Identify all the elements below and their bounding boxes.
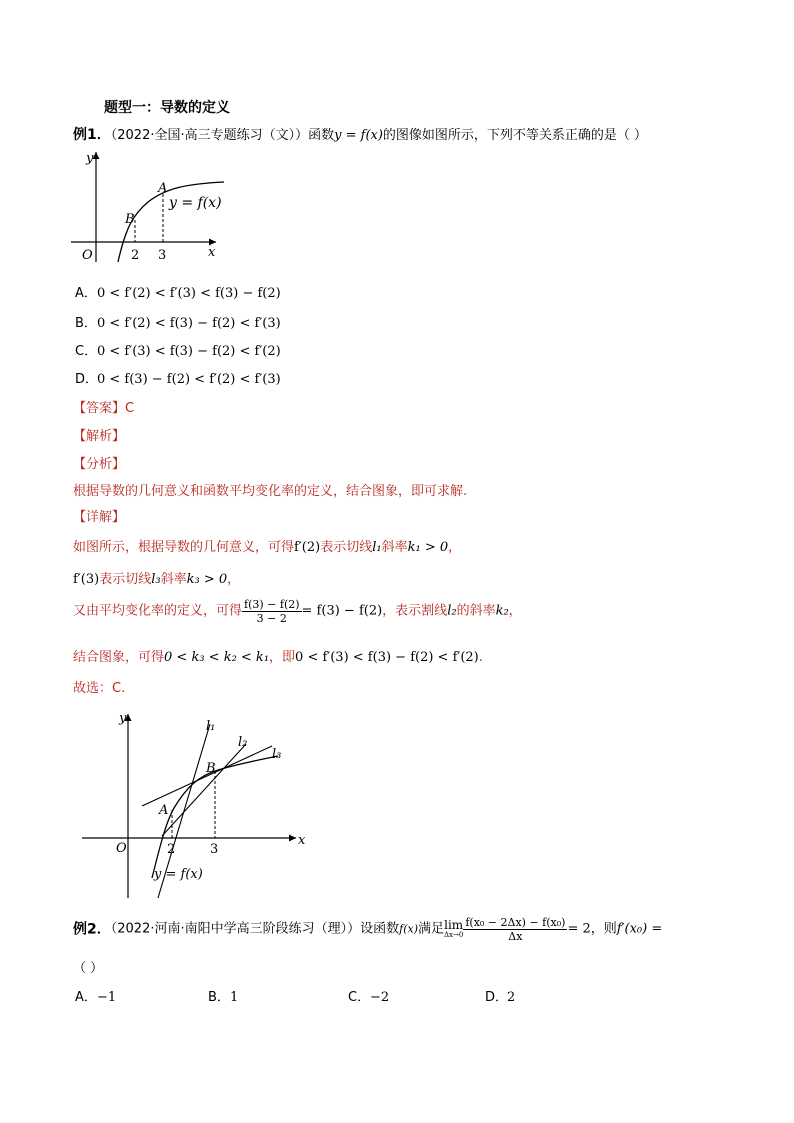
example2-eq-val: = 2 <box>567 921 591 937</box>
example1-stem-pre: 函数 <box>308 128 335 143</box>
analysis-tag: 【解析】 <box>73 429 126 444</box>
option-c-expr: 0 < f′(3) < f(3) − f(2) < f′(2) <box>97 344 281 359</box>
detail-tag: 【详解】 <box>73 510 126 525</box>
graph2-l1-label: l₁ <box>206 719 216 734</box>
graph1-y-label: y <box>86 151 94 166</box>
detail-line2-mid2: 斜率 <box>160 572 187 587</box>
detail-line2-expr1: f′(3) <box>73 572 100 587</box>
example2-fraction <box>463 916 567 943</box>
option-d <box>75 368 281 387</box>
detail-line3-k: k₂ <box>495 603 509 619</box>
detail-line1-mid2: 斜率 <box>381 540 408 555</box>
detail-line4-expr1: 0 < k₃ < k₂ < k₁ <box>164 650 270 665</box>
example2-option-a <box>75 986 116 1005</box>
graph2-line-l3 <box>142 746 272 806</box>
graph1-tick-2: 2 <box>131 248 140 263</box>
graph2-tick-2: 2 <box>167 842 176 857</box>
fenxi-text: 根据导数的几何意义和函数平均变化率的定义，结合图象，即可求解. <box>73 484 468 499</box>
example2-label: 例2． <box>73 921 111 938</box>
fenxi-tag: 【分析】 <box>73 457 126 472</box>
detail-line3-mid2: 的斜率 <box>456 603 496 619</box>
example2-option-d-label: D． <box>485 990 509 1005</box>
detail-line3-fraction <box>242 598 302 625</box>
detail-line4-mid: ，即 <box>269 650 296 665</box>
choose-text: 故选：C. <box>73 681 126 696</box>
detail-line3-eq: = f(3) − f(2) <box>301 603 383 619</box>
example2-option-b-expr: 1 <box>230 990 239 1005</box>
detail-line1-expr1: f′(2) <box>294 540 321 555</box>
example2-option-a-expr: −1 <box>97 990 117 1005</box>
detail-line3-mid: ，表示割线 <box>382 603 448 619</box>
graph2-y-label: y <box>119 711 127 726</box>
graph2-point-b: B <box>206 761 216 776</box>
detail-line3-l: l₂ <box>447 603 457 619</box>
option-b-label: B． <box>75 316 97 331</box>
detail-line3-pre: 又由平均变化率的定义，可得 <box>73 603 243 619</box>
example2-option-b-label: B． <box>208 990 230 1005</box>
detail-line1-end: ， <box>448 540 462 555</box>
graph1-point-a: A <box>158 181 168 196</box>
option-a-label: A． <box>75 286 97 301</box>
option-d-label: D． <box>75 372 99 387</box>
example2-lim-sub: Δx→0 <box>444 930 464 939</box>
example1-stem-post: 的图像如图所示，下列不等关系正确的是（ ） <box>382 128 648 143</box>
graph2-l3-label: l₃ <box>272 747 282 762</box>
example2-frac-num: f(x₀ − 2Δx) − f(x₀) <box>465 916 566 929</box>
detail-line4 <box>73 646 483 665</box>
option-b <box>75 312 281 331</box>
graph2 <box>78 706 318 902</box>
example2-option-c-expr: −2 <box>370 990 390 1005</box>
option-a <box>75 282 281 301</box>
detail-line2-end: ， <box>227 572 241 587</box>
detail-line1-pre: 如图所示，根据导数的几何意义，可得 <box>73 540 295 555</box>
graph2-x-label: x <box>298 833 306 848</box>
graph1-tick-3: 3 <box>158 248 167 263</box>
option-c <box>75 340 281 359</box>
answer-tag: 【答案】 <box>73 401 126 416</box>
graph2-l2-label: l₂ <box>238 735 248 750</box>
answer-line <box>73 397 134 416</box>
example2-stem <box>73 916 662 943</box>
example2-source: （2022·河南·南阳中学高三阶段练习（理）） <box>110 921 361 937</box>
detail-line4-end: . <box>478 650 483 665</box>
detail-line4-pre: 结合图象，可得 <box>73 650 165 665</box>
example2-stem-pre: 设函数 <box>360 921 400 937</box>
option-d-expr: 0 < f(3) − f(2) < f′(2) < f′(3) <box>97 372 281 387</box>
graph1-x-label: x <box>208 245 216 260</box>
graph1-origin: O <box>82 248 93 263</box>
example1-source: （2022·全国·高三专题练习（文）） <box>110 128 309 143</box>
section-title: 题型一：导数的定义 <box>104 100 230 116</box>
example2-stem-target: f′(x₀) = <box>616 921 663 937</box>
detail-line2 <box>73 568 240 587</box>
graph2-tick-3: 3 <box>210 842 219 857</box>
example2-option-c-label: C． <box>348 990 371 1005</box>
example2-stem-func: f(x) <box>399 922 418 936</box>
example2-frac-den: Δx <box>508 930 523 943</box>
detail-line1 <box>73 536 461 555</box>
detail-line2-l: l₃ <box>151 572 161 587</box>
example1-label: 例1． <box>73 127 111 143</box>
example2-limit <box>444 917 464 940</box>
option-c-label: C． <box>75 344 98 359</box>
detail-line3-den: 3 − 2 <box>256 612 287 625</box>
detail-line1-mid: 表示切线 <box>320 540 373 555</box>
option-b-expr: 0 < f′(2) < f(3) − f(2) < f′(3) <box>97 316 281 331</box>
example2-paren: （ ） <box>73 961 104 976</box>
graph1-curve-label: y = f(x) <box>169 195 222 211</box>
example2-option-d <box>485 986 515 1005</box>
detail-line3-num: f(3) − f(2) <box>244 598 300 611</box>
answer-value: C <box>125 401 135 416</box>
detail-line2-mid: 表示切线 <box>99 572 152 587</box>
example2-option-b <box>208 986 238 1005</box>
option-a-expr: 0 < f′(2) < f′(3) < f(3) − f(2) <box>97 286 281 301</box>
example1-stem-func: y = f(x) <box>334 128 383 143</box>
detail-line1-l: l₁ <box>372 540 382 555</box>
detail-line3-end: ， <box>508 603 522 619</box>
example2-stem-then: ，则 <box>590 921 617 937</box>
example2-option-a-label: A． <box>75 990 97 1005</box>
example1-stem <box>73 124 647 144</box>
detail-line4-expr2: 0 < f′(3) < f(3) − f(2) < f′(2) <box>295 650 479 665</box>
detail-line1-expr2: k₁ > 0 <box>407 540 449 555</box>
example2-stem-mid: 满足 <box>417 921 444 937</box>
graph2-point-a: A <box>159 803 169 818</box>
graph1 <box>66 146 246 266</box>
detail-line3 <box>73 598 522 625</box>
graph1-point-b: B <box>125 212 135 227</box>
graph2-line-l2 <box>162 744 246 836</box>
example2-lim-word: lim <box>444 917 464 932</box>
graph2-curve-label: y = f(x) <box>154 867 203 882</box>
example2-option-d-expr: 2 <box>507 990 516 1005</box>
example2-option-c <box>348 986 389 1005</box>
detail-line2-expr2: k₃ > 0 <box>186 572 228 587</box>
graph2-origin: O <box>116 841 127 856</box>
